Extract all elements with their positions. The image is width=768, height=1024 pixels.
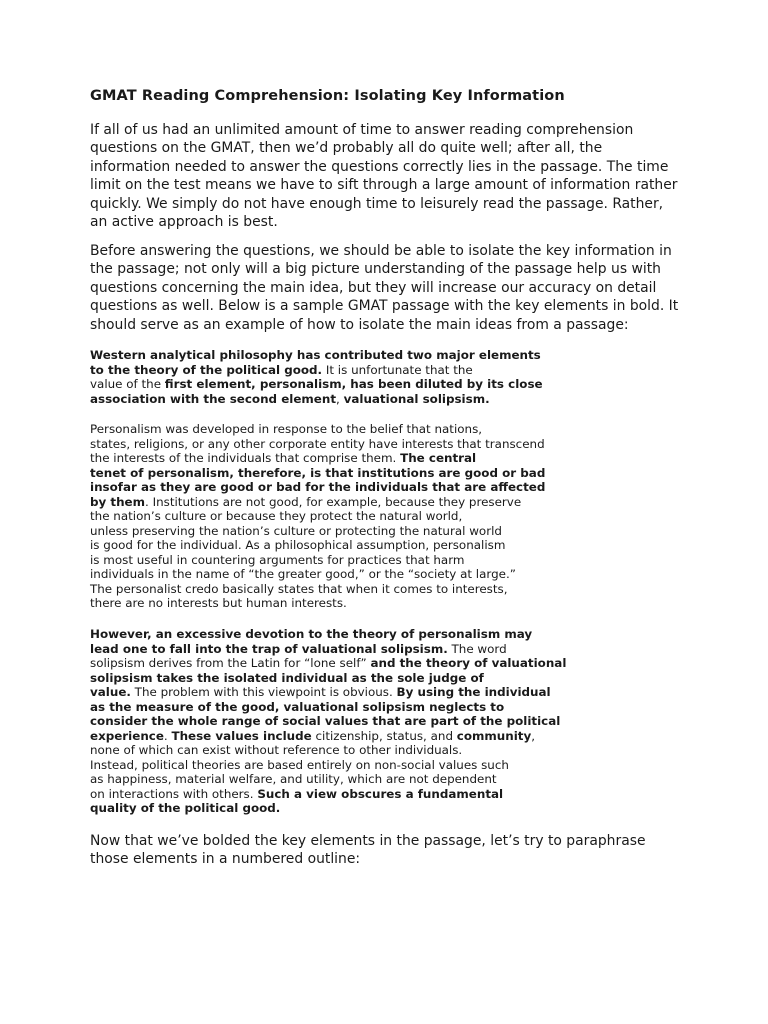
- text-run: ,: [531, 728, 536, 743]
- text-run: the nation’s culture or because they protect the natural world,: [90, 509, 463, 523]
- text-line: Before answering the questions, we should be able to isolate the key information in: [90, 243, 672, 259]
- text-line: an active approach is best.: [90, 214, 278, 231]
- bold-text: first element, personalism, has been diluted by its close: [164, 377, 543, 391]
- passage-line: [90, 422, 545, 437]
- text-line: information needed to answer the questions correctly lies in the passage. The time: [90, 158, 669, 175]
- bold-text: valuational solipsism.: [343, 391, 490, 406]
- bold-text: and the theory of valuational: [370, 656, 567, 670]
- bold-text: association with the second element: [90, 391, 337, 406]
- text-line: questions as well. Below is a sample GMAT passage with the key elements in bold. It: [90, 298, 679, 315]
- bold-text: However, an excessive devotion to the theory of personalism may: [90, 627, 533, 641]
- closing-paragraph: [90, 832, 646, 869]
- passage-line: [90, 582, 545, 597]
- passage-line: [90, 743, 566, 758]
- passage-line: [90, 538, 545, 553]
- bold-text: tenet of personalism, therefore, is that institutions are good or bad: [90, 465, 546, 480]
- text-line: the passage; not only will a big picture understanding of the passage help us with: [90, 261, 661, 278]
- bold-text: By using the individual: [396, 685, 551, 699]
- bold-text: lead one to fall into the trap of valuational solipsism.: [90, 641, 448, 656]
- text-line: Now that we’ve bolded the key elements in the passage, let’s try to paraphrase: [90, 833, 646, 849]
- passage-line: [90, 596, 545, 611]
- text-run: The word: [447, 641, 507, 656]
- passage-paragraph-1: [90, 348, 543, 406]
- bold-text: as the measure of the good, valuational solipsism neglects to: [90, 699, 505, 714]
- passage-line: [90, 451, 545, 466]
- passage-paragraph-3: [90, 627, 566, 816]
- passage-line: [90, 627, 566, 642]
- text-run: there are no interests but human interests.: [90, 596, 347, 610]
- passage-line: [90, 671, 566, 686]
- document-title: GMAT Reading Comprehension: Isolating Key Information: [90, 88, 565, 104]
- bold-text: consider the whole range of social values that are part of the political: [90, 714, 561, 728]
- text-line: If all of us had an unlimited amount of time to answer reading comprehension: [90, 122, 634, 138]
- text-run: individuals in the name of “the greater good,” or the “society at large.”: [90, 567, 516, 581]
- text-run: none of which can exist without reference to other individuals.: [90, 743, 463, 757]
- bold-text: quality of the political good.: [90, 801, 281, 815]
- passage-line: [90, 758, 566, 773]
- bold-text: The central: [400, 451, 477, 465]
- bold-text: by them: [90, 494, 146, 509]
- bold-text: Such a view obscures a fundamental: [257, 786, 504, 801]
- text-run: Personalism was developed in response to the belief that nations,: [90, 422, 483, 436]
- passage-line: [90, 392, 543, 407]
- text-line: questions on the GMAT, then we’d probably all do quite well; after all, the: [90, 140, 603, 157]
- passage-line: [90, 480, 545, 495]
- text-run: the interests of the individuals that comprise them.: [90, 451, 401, 465]
- passage-line: [90, 437, 545, 452]
- passage-line: [90, 567, 545, 582]
- passage-line: [90, 363, 543, 378]
- text-run: is most useful in countering arguments for practices that harm: [90, 552, 465, 567]
- passage-line: [90, 787, 566, 802]
- bold-text: These values include: [171, 728, 312, 743]
- passage-line: [90, 729, 566, 744]
- bold-text: to the theory of the political good.: [90, 362, 323, 377]
- text-run: Instead, political theories are based entirely on non-social values such: [90, 757, 509, 772]
- text-run: solipsism derives from the Latin for “lone self”: [90, 656, 371, 670]
- passage-line: [90, 466, 545, 481]
- text-run: citizenship, status, and: [311, 728, 457, 743]
- passage-line: [90, 509, 545, 524]
- text-run: states, religions, or any other corporate entity have interests that transcend: [90, 436, 545, 451]
- text-run: is good for the individual. As a philosophical assumption, personalism: [90, 538, 506, 552]
- text-line: limit on the test means we have to sift through a large amount of information rather: [90, 177, 678, 194]
- passage-line: [90, 685, 566, 700]
- passage-paragraph-2: [90, 422, 545, 611]
- bold-text: value.: [90, 685, 131, 699]
- text-line: those elements in a numbered outline:: [90, 851, 361, 868]
- text-run: It is unfortunate that the: [322, 362, 473, 377]
- text-line: questions concerning the main idea, but they will increase our accuracy on detail: [90, 279, 657, 296]
- intro-paragraph-1: [90, 121, 678, 231]
- text-run: value of the: [90, 377, 165, 391]
- text-run: ,: [336, 391, 344, 406]
- text-run: .: [163, 728, 172, 743]
- passage-line: [90, 553, 545, 568]
- passage-line: [90, 772, 566, 787]
- text-run: unless preserving the nation’s culture or protecting the natural world: [90, 523, 502, 538]
- text-run: . Institutions are not good, for example, because they preserve: [145, 494, 522, 509]
- passage-line: [90, 642, 566, 657]
- passage-line: [90, 656, 566, 671]
- bold-text: insofar as they are good or bad for the individuals that are affected: [90, 480, 546, 494]
- passage-line: [90, 348, 543, 363]
- text-line: quickly. We simply do not have enough time to leisurely read the passage. Rather,: [90, 195, 664, 212]
- passage-line: [90, 495, 545, 510]
- passage-line: [90, 700, 566, 715]
- intro-paragraph-2: [90, 242, 678, 334]
- bold-text: experience: [90, 728, 164, 743]
- bold-text: community: [456, 728, 532, 743]
- passage-line: [90, 377, 543, 392]
- passage-line: [90, 714, 566, 729]
- passage-line: [90, 524, 545, 539]
- text-line: should serve as an example of how to isolate the main ideas from a passage:: [90, 316, 629, 333]
- text-run: on interactions with others.: [90, 786, 258, 801]
- bold-text: Western analytical philosophy has contributed two major elements: [90, 348, 541, 362]
- text-run: The personalist credo basically states that when it comes to interests,: [90, 581, 508, 596]
- text-run: The problem with this viewpoint is obvious.: [130, 685, 397, 699]
- bold-text: solipsism takes the isolated individual as the sole judge of: [90, 670, 484, 685]
- text-run: as happiness, material welfare, and utility, which are not dependent: [90, 772, 497, 786]
- passage-line: [90, 801, 566, 816]
